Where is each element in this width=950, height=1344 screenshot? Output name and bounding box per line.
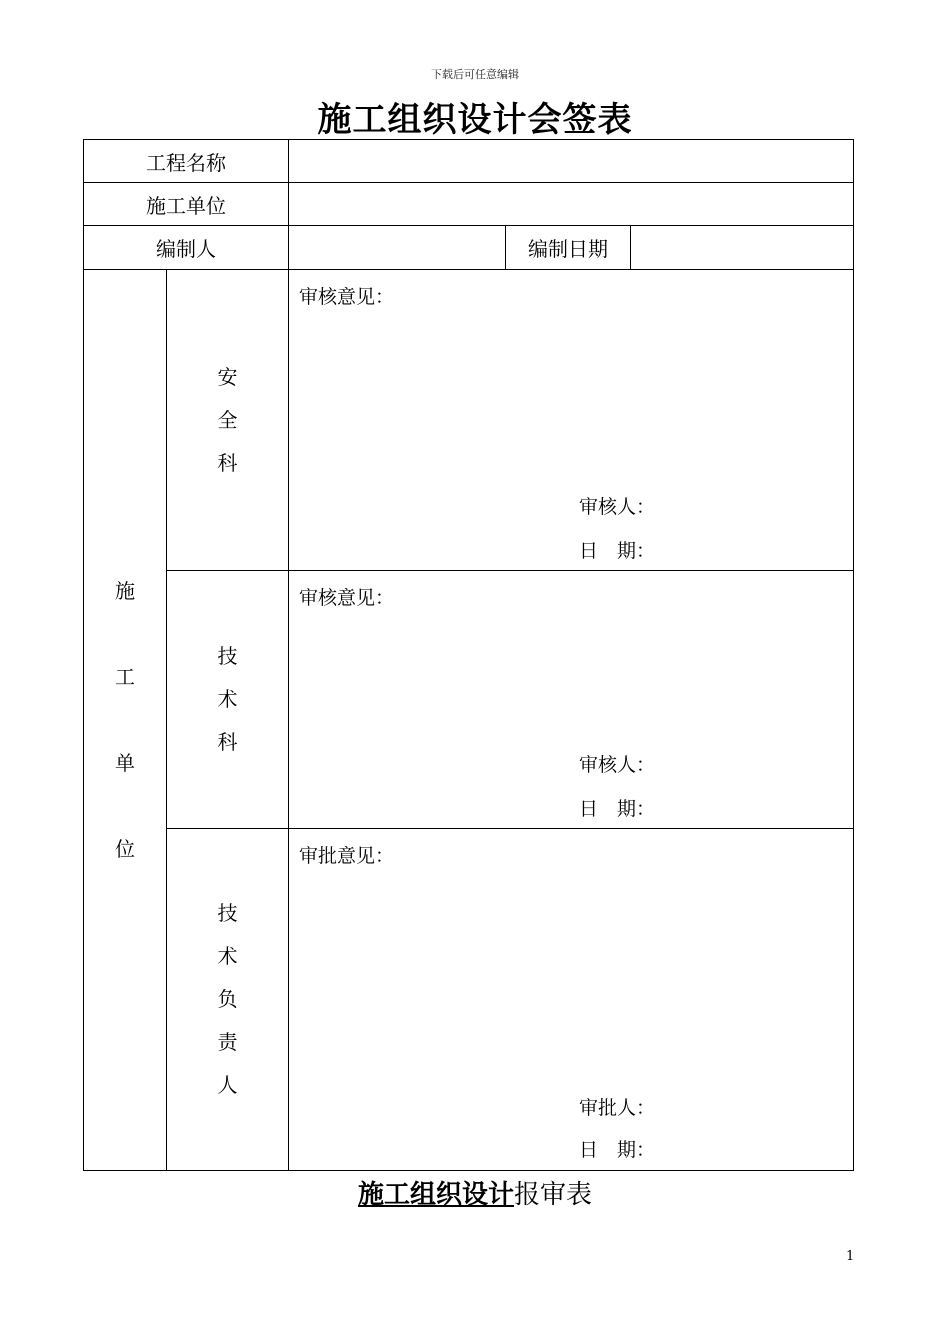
dept-label-cell — [167, 270, 289, 571]
signoff-form-table — [83, 139, 854, 1171]
opinion-label: 审核意见： — [299, 286, 395, 308]
dept-label: 技 术 负 责 人 — [217, 901, 238, 1097]
second-title-rest: 报审表 — [514, 1180, 593, 1210]
second-title-underlined: 施工组织设计 — [357, 1180, 514, 1210]
review-section-tech-lead — [84, 829, 854, 1171]
compiler-field[interactable] — [289, 226, 506, 270]
opinion-cell[interactable] — [289, 270, 854, 571]
reviewer-label: 审核人： — [579, 496, 656, 518]
compiler-row — [84, 226, 854, 270]
opinion-cell[interactable] — [289, 571, 854, 829]
project-name-label: 工程名称 — [84, 140, 289, 183]
opinion-label: 审批意见： — [299, 845, 395, 867]
project-name-row — [84, 140, 854, 183]
review-section-safety — [84, 270, 854, 571]
dept-label-cell — [167, 829, 289, 1171]
review-date-label: 日 期： — [579, 1139, 656, 1161]
reviewer-label: 审批人： — [579, 1097, 656, 1119]
opinion-cell[interactable] — [289, 829, 854, 1171]
page-title: 施工组织设计会签表 — [317, 100, 633, 140]
compile-date-label: 编制日期 — [506, 226, 631, 270]
reviewer-label: 审核人： — [579, 754, 656, 776]
review-date-label: 日 期： — [579, 540, 656, 562]
compile-date-field[interactable] — [631, 226, 854, 270]
dept-label: 技 术 科 — [217, 644, 238, 754]
construction-unit-row — [84, 183, 854, 226]
dept-label: 安 全 科 — [217, 364, 238, 475]
compiler-label: 编制人 — [84, 226, 289, 270]
group-label-text: 施 工 单 位 — [115, 579, 135, 861]
construction-unit-label: 施工单位 — [84, 183, 289, 226]
project-name-field[interactable] — [289, 140, 854, 183]
dept-label-cell — [167, 571, 289, 829]
page-number: 1 — [846, 1249, 855, 1264]
header-note: 下载后可任意编辑 — [431, 68, 519, 81]
review-date-label: 日 期： — [579, 798, 656, 820]
opinion-label: 审核意见： — [299, 587, 395, 609]
review-section-technical — [84, 571, 854, 829]
second-form-title — [0, 1174, 950, 1211]
construction-unit-field[interactable] — [289, 183, 854, 226]
group-label-construction-unit — [84, 270, 167, 1171]
